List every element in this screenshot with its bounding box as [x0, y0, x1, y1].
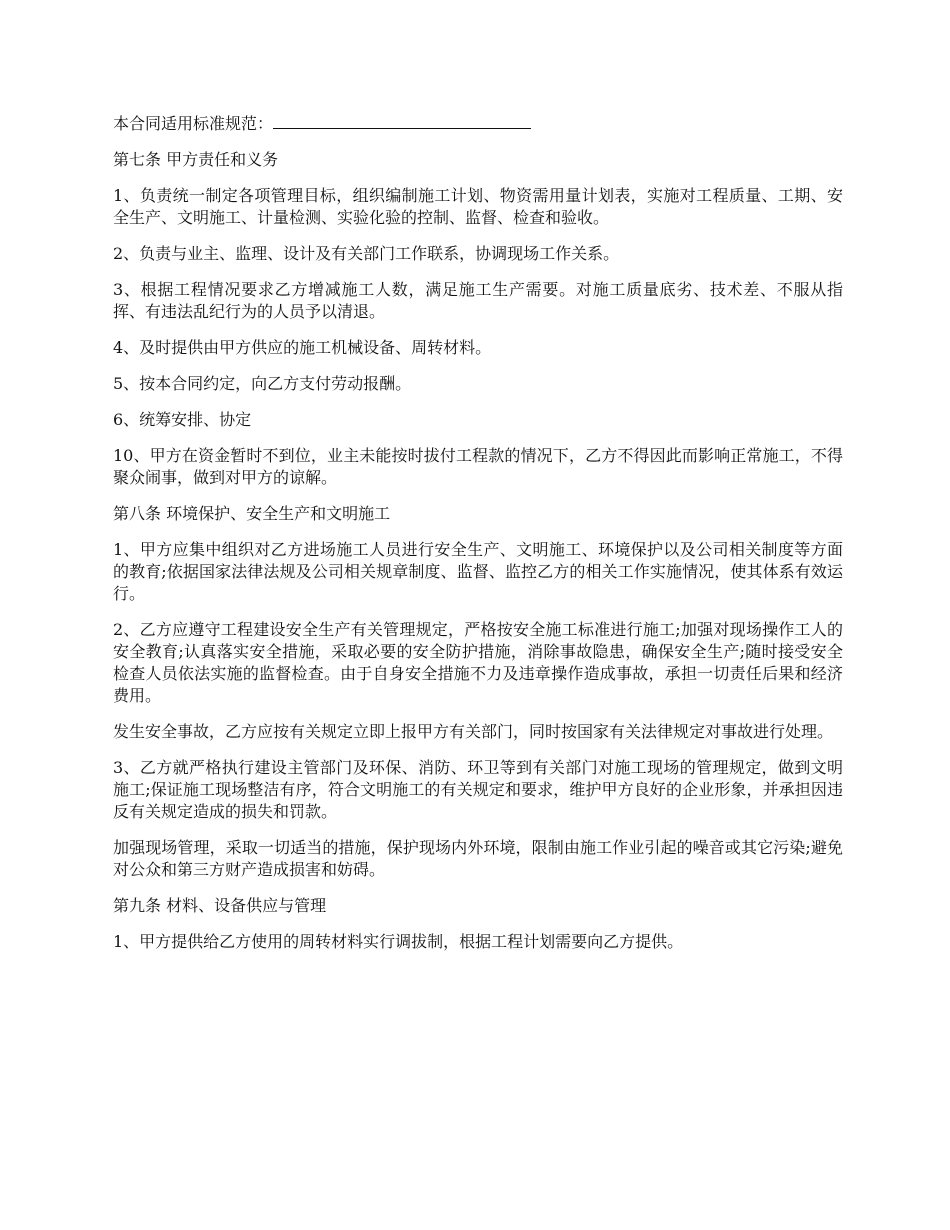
paragraph: 2、负责与业主、监理、设计及有关部门工作联系，协调现场工作关系。	[113, 244, 620, 263]
paragraph: 6、统筹安排、协定	[113, 410, 252, 429]
section-heading-7: 第七条 甲方责任和义务	[113, 150, 279, 169]
paragraph: 1、甲方应集中组织对乙方进场施工人员进行安全生产、文明施工、环境保护以及公司相关制度等方面的教育;依据国家法律法规及公司相关规章制度、监督、监控乙方的相关工作实施情况，使其体系有效运行。	[113, 540, 843, 603]
section-heading-8: 第八条 环境保护、安全生产和文明施工	[113, 504, 391, 523]
paragraph: 3、根据工程情况要求乙方增减施工人数，满足施工生产需要。对施工质量底劣、技术差、不服从指挥、有违法乱纪行为的人员予以清退。	[113, 280, 843, 321]
section-heading-9: 第九条 材料、设备供应与管理	[113, 896, 327, 915]
paragraph: 发生安全事故，乙方应按有关规定立即上报甲方有关部门，同时按国家有关法律规定对事故进行处理。	[113, 722, 834, 741]
paragraph: 10、甲方在资金暂时不到位，业主未能按时拔付工程款的情况下，乙方不得因此而影响正常施工，不得聚众闹事，做到对甲方的谅解。	[113, 446, 843, 487]
standard-line	[113, 111, 843, 135]
paragraph: 2、乙方应遵守工程建设安全生产有关管理规定，严格按安全施工标准进行施工;加强对现场操作工人的安全教育;认真落实安全措施，采取必要的安全防护措施，消除事故隐患，确保安全生产;随时接受安全检查人员依法实施的监督检查。由于自身安全措施不力及违章操作造成事故，承担一切责任后果和经济费用。	[113, 620, 843, 705]
standard-blank-field	[273, 111, 531, 129]
paragraph: 加强现场管理，采取一切适当的措施，保护现场内外环境，限制由施工作业引起的噪音或其它污染;避免对公众和第三方财产造成损害和妨碍。	[113, 838, 843, 879]
paragraph: 1、甲方提供给乙方使用的周转材料实行调拔制，根据工程计划需要向乙方提供。	[113, 932, 684, 951]
paragraph: 3、乙方就严格执行建设主管部门及环保、消防、环卫等到有关部门对施工现场的管理规定，做到文明施工;保证施工现场整洁有序，符合文明施工的有关规定和要求，维护甲方良好的企业形象，并承担因违反有关规定造成的损失和罚款。	[113, 758, 843, 821]
standard-label: 本合同适用标准规范：	[113, 114, 274, 133]
paragraph: 5、按本合同约定，向乙方支付劳动报酬。	[113, 374, 412, 393]
paragraph: 1、负责统一制定各项管理目标，组织编制施工计划、物资需用量计划表，实施对工程质量、工期、安全生产、文明施工、计量检测、实验化验的控制、监督、检查和验收。	[113, 186, 843, 227]
paragraph: 4、及时提供由甲方供应的施工机械设备、周转材料。	[113, 338, 492, 357]
document-page	[113, 111, 843, 967]
